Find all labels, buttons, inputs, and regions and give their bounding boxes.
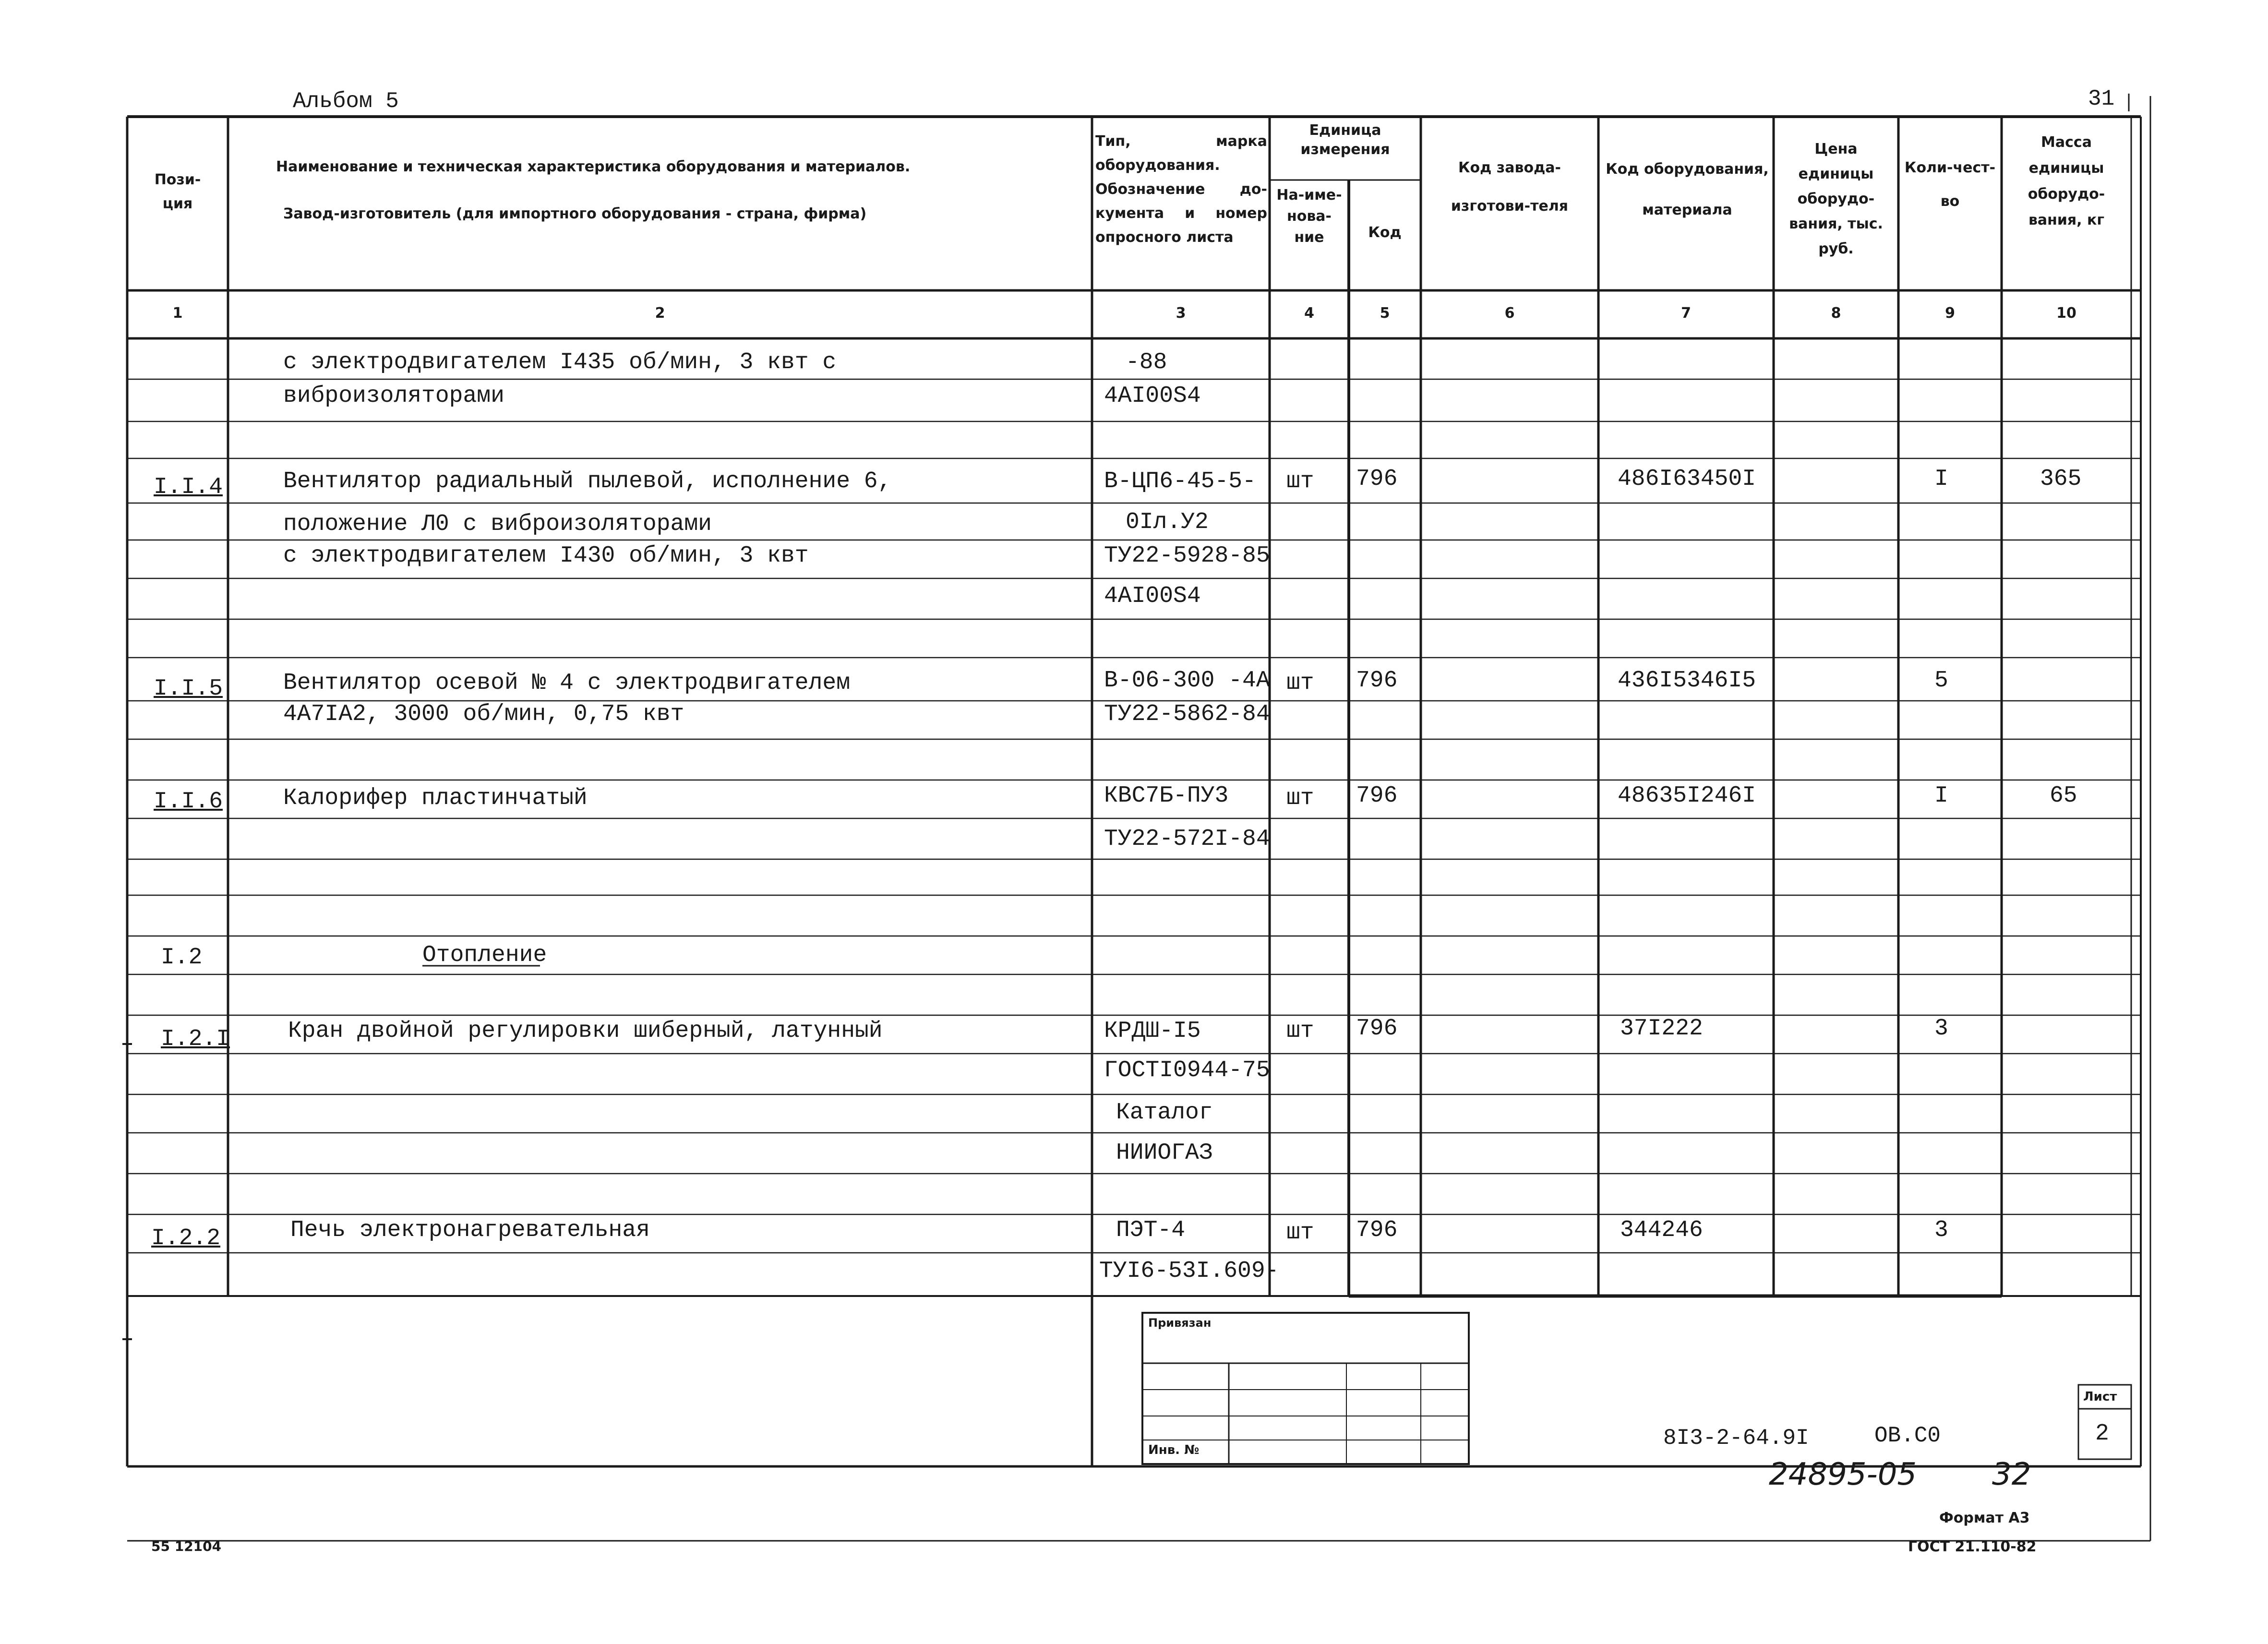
row-unit: шт bbox=[1286, 1018, 1314, 1044]
sheet-label: Лист bbox=[2083, 1390, 2117, 1404]
row-unit-code: 796 bbox=[1356, 668, 1398, 694]
stamp-inv-number: Инв. № bbox=[1148, 1443, 1200, 1457]
row-quantity: I bbox=[1934, 466, 1948, 492]
row-name: положение Л0 с виброизоляторами bbox=[283, 511, 712, 537]
row-unit-code: 796 bbox=[1356, 1217, 1398, 1243]
row-position: I.2.2 bbox=[151, 1225, 221, 1251]
header-unit-name: На-име-нова-ние bbox=[1276, 187, 1342, 246]
header-unit-group: Единица измерения bbox=[1300, 122, 1390, 158]
row-type: -88 bbox=[1126, 349, 1167, 375]
row-quantity: 3 bbox=[1934, 1217, 1948, 1243]
row-name: виброизоляторами bbox=[283, 383, 504, 409]
row-type: ПЭТ-4 bbox=[1116, 1217, 1186, 1243]
header-type: Тип, марка оборудования. Обозначение до-кумента и номер опросного листа bbox=[1095, 133, 1267, 246]
row-type: ТУ22-5928-85 bbox=[1104, 543, 1270, 569]
header-mass: Масса единицы оборудо-вания, кг bbox=[2028, 134, 2105, 228]
row-equipment-code: 48635I246I bbox=[1618, 783, 1756, 809]
row-mass: 65 bbox=[2050, 783, 2077, 809]
row-type: ТУ22-5862-84 bbox=[1104, 701, 1270, 727]
column-number: 8 bbox=[1831, 305, 1841, 322]
row-equipment-code: 486I63450I bbox=[1618, 466, 1756, 492]
row-unit: шт bbox=[1286, 785, 1314, 811]
row-name: Вентилятор радиальный пылевой, исполнение 6, bbox=[283, 468, 892, 494]
handwritten-number: 24895-05 bbox=[1769, 1457, 1917, 1492]
row-type: В-06-300 -4А bbox=[1104, 668, 1270, 694]
column-number: 9 bbox=[1945, 305, 1955, 322]
column-number: 7 bbox=[1681, 305, 1691, 322]
header-factory-code: Код завода-изготови-теля bbox=[1451, 159, 1569, 215]
row-type: ТУI6-53I.609- bbox=[1099, 1258, 1279, 1284]
row-equipment-code: 37I222 bbox=[1620, 1016, 1703, 1042]
row-quantity: I bbox=[1934, 783, 1948, 809]
row-type: КВС7Б-ПУ3 bbox=[1104, 783, 1229, 809]
row-type: ТУ22-572I-84 bbox=[1104, 826, 1270, 852]
row-unit-code: 796 bbox=[1356, 466, 1398, 492]
footer-code: 55 12104 bbox=[151, 1538, 222, 1554]
row-position: I.2 bbox=[161, 945, 203, 971]
document-code: 8I3-2-64.9I bbox=[1663, 1426, 1809, 1451]
row-name: с электродвигателем I430 об/мин, 3 квт bbox=[283, 543, 809, 569]
header-name-line1: Наименование и техническая характеристика оборудования и материалов. bbox=[276, 158, 911, 175]
header-price: Цена единицы оборудо-вания, тыс. руб. bbox=[1789, 141, 1883, 257]
column-number: 10 bbox=[2056, 305, 2076, 322]
row-unit: шт bbox=[1286, 468, 1314, 494]
column-number: 6 bbox=[1504, 305, 1515, 322]
row-name: Вентилятор осевой № 4 с электродвигателем bbox=[283, 670, 850, 696]
footer-gost: ГОСТ 21.110-82 bbox=[1908, 1538, 2037, 1555]
row-type: КРДШ-I5 bbox=[1104, 1018, 1201, 1044]
section-title-heating: Отопление bbox=[422, 942, 547, 968]
stamp-privyazan: Привязан bbox=[1148, 1316, 1212, 1330]
column-number: 1 bbox=[172, 305, 183, 322]
row-type: 4AI00S4 bbox=[1104, 383, 1201, 409]
handwritten-page: 32 bbox=[1992, 1457, 2031, 1492]
header-name-line2: Завод-изготовитель (для импортного оборудования - страна, фирма) bbox=[283, 205, 867, 222]
row-unit: шт bbox=[1286, 1220, 1314, 1246]
column-number: 3 bbox=[1176, 305, 1186, 322]
row-quantity: 3 bbox=[1934, 1016, 1948, 1042]
row-equipment-code: 436I5346I5 bbox=[1618, 668, 1756, 694]
column-number: 5 bbox=[1380, 305, 1390, 322]
row-type: НИИОГАЗ bbox=[1116, 1140, 1213, 1166]
header-position: Пози- ция bbox=[154, 171, 201, 212]
row-unit-code: 796 bbox=[1356, 783, 1398, 809]
row-unit-code: 796 bbox=[1356, 1016, 1398, 1042]
row-type: В-ЦП6-45-5- bbox=[1104, 468, 1256, 494]
column-number: 4 bbox=[1304, 305, 1314, 322]
header-quantity: Коли-чест-во bbox=[1904, 159, 1996, 210]
sheet-number: 2 bbox=[2095, 1421, 2109, 1447]
document-section: ОВ.С0 bbox=[1874, 1423, 1941, 1448]
row-position: I.2.I bbox=[161, 1026, 230, 1052]
footer-format: Формат А3 bbox=[1939, 1510, 2030, 1526]
row-name: Калорифер пластинчатый bbox=[283, 785, 588, 811]
album-label: Альбом 5 bbox=[293, 89, 399, 114]
page-number: 31 bbox=[2088, 86, 2115, 111]
header-equipment-code: Код оборудования, материала bbox=[1606, 161, 1769, 218]
row-position: I.I.5 bbox=[154, 676, 223, 702]
row-type: ГОСТI0944-75 bbox=[1104, 1057, 1270, 1083]
column-number: 2 bbox=[655, 305, 665, 322]
row-name: Кран двойной регулировки шиберный, латунный bbox=[288, 1018, 883, 1044]
row-name: Печь электронагревательная bbox=[290, 1217, 650, 1243]
row-position: I.I.6 bbox=[154, 789, 223, 815]
row-name: 4А7IА2, 3000 об/мин, 0,75 квт bbox=[283, 701, 684, 727]
row-quantity: 5 bbox=[1934, 668, 1948, 694]
row-equipment-code: 344246 bbox=[1620, 1217, 1703, 1243]
row-name: с электродвигателем I435 об/мин, 3 квт с bbox=[283, 349, 837, 375]
row-mass: 365 bbox=[2040, 466, 2082, 492]
row-type: 4AI00S4 bbox=[1104, 583, 1201, 609]
row-type: 0Iл.У2 bbox=[1126, 509, 1209, 535]
row-unit: шт bbox=[1286, 670, 1314, 696]
header-unit-code: Код bbox=[1368, 224, 1402, 241]
row-type: Каталог bbox=[1116, 1100, 1213, 1126]
row-position: I.I.4 bbox=[154, 474, 223, 500]
